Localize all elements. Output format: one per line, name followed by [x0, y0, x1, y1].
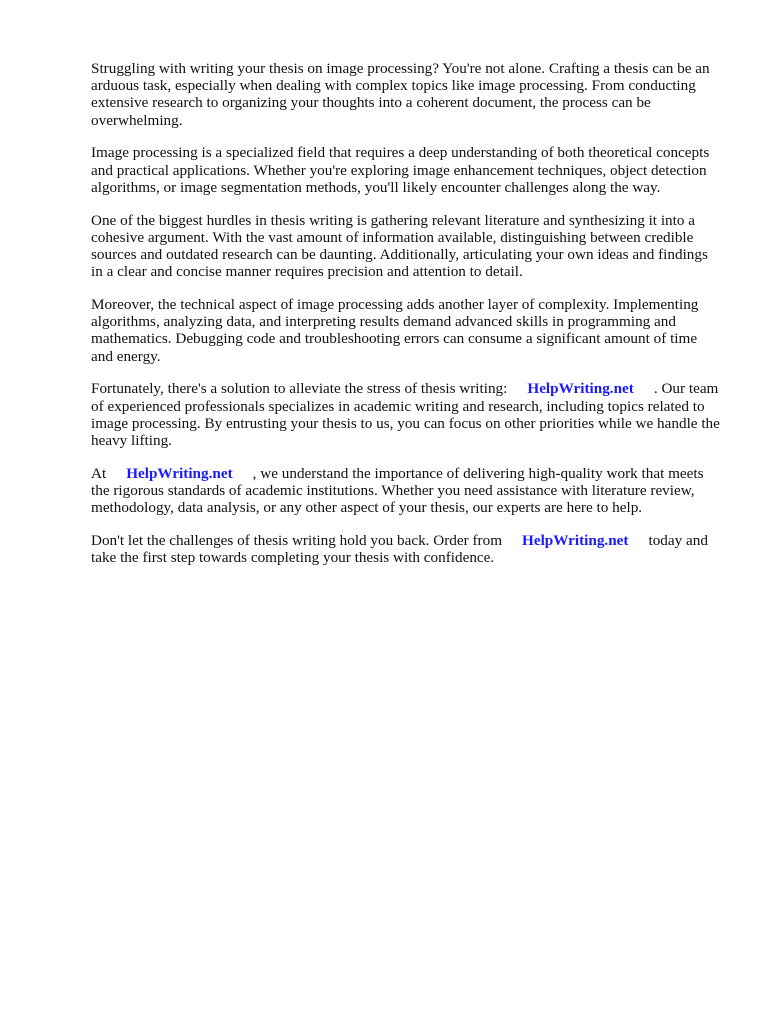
paragraph-solution-text-start: Fortunately, there's a solution to alleviate the stress of thesis writing: [91, 380, 508, 398]
helpwriting-link-2[interactable]: HelpWriting.net [126, 464, 233, 482]
paragraph-order-text-start: Don't let the challenges of thesis writing hold you back. Order from [91, 532, 503, 550]
document-page [91, 60, 721, 582]
paragraph-literature: One of the biggest hurdles in thesis writing is gathering relevant literature and synthesizing it into a cohesive argument. With the vast amount of information available, distinguishing between credible sources and outdated research can be daunting. Additionally, articulating your own ideas and findings in a clear and concise manner requires precision and attention to detail. [91, 211, 708, 281]
paragraph-quality-text-end: , we understand the importance of delivering high-quality work that meets the rigorous standards of academic institutions. Whether you need assistance with literature review, methodology, data analysis, or any other aspect of your thesis, our experts are here to help. [91, 464, 704, 517]
paragraph-solution [91, 380, 721, 449]
paragraph-order-text-end: today and take the first step towards completing your thesis with confidence. [91, 532, 708, 567]
paragraph-order [91, 532, 721, 566]
paragraph-technical: Moreover, the technical aspect of image processing adds another layer of complexity. Implementing algorithms, analyzing data, and interpreting results demand advanced skills in programming and mathematics. Debugging code and troubleshooting errors can consume a significant amount of time and energy. [91, 296, 699, 365]
paragraph-field: Image processing is a specialized field that requires a deep understanding of both theoretical concepts and practical applications. Whether you're exploring image enhancement techniques, object detection algorithms, or image segmentation methods, you'll likely encounter challenges along the way. [91, 144, 710, 196]
paragraph-quality [91, 465, 721, 517]
paragraph-intro: Struggling with writing your thesis on image processing? You're not alone. Crafting a thesis can be an arduous task, especially when dealing with complex topics like image processing. From conducting extensive research to organizing your thoughts into a coherent document, the process can be overwhelming. [91, 60, 710, 129]
paragraph-quality-text-start: At [91, 464, 107, 482]
helpwriting-link-3[interactable]: HelpWriting.net [522, 532, 629, 550]
helpwriting-link-1[interactable]: HelpWriting.net [527, 380, 634, 398]
paragraph-solution-text-end: . Our team of experienced professionals specializes in academic writing and research, including topics related to image processing. By entrusting your thesis to us, you can focus on other priorities while we handle the heavy lifting. [91, 380, 720, 450]
